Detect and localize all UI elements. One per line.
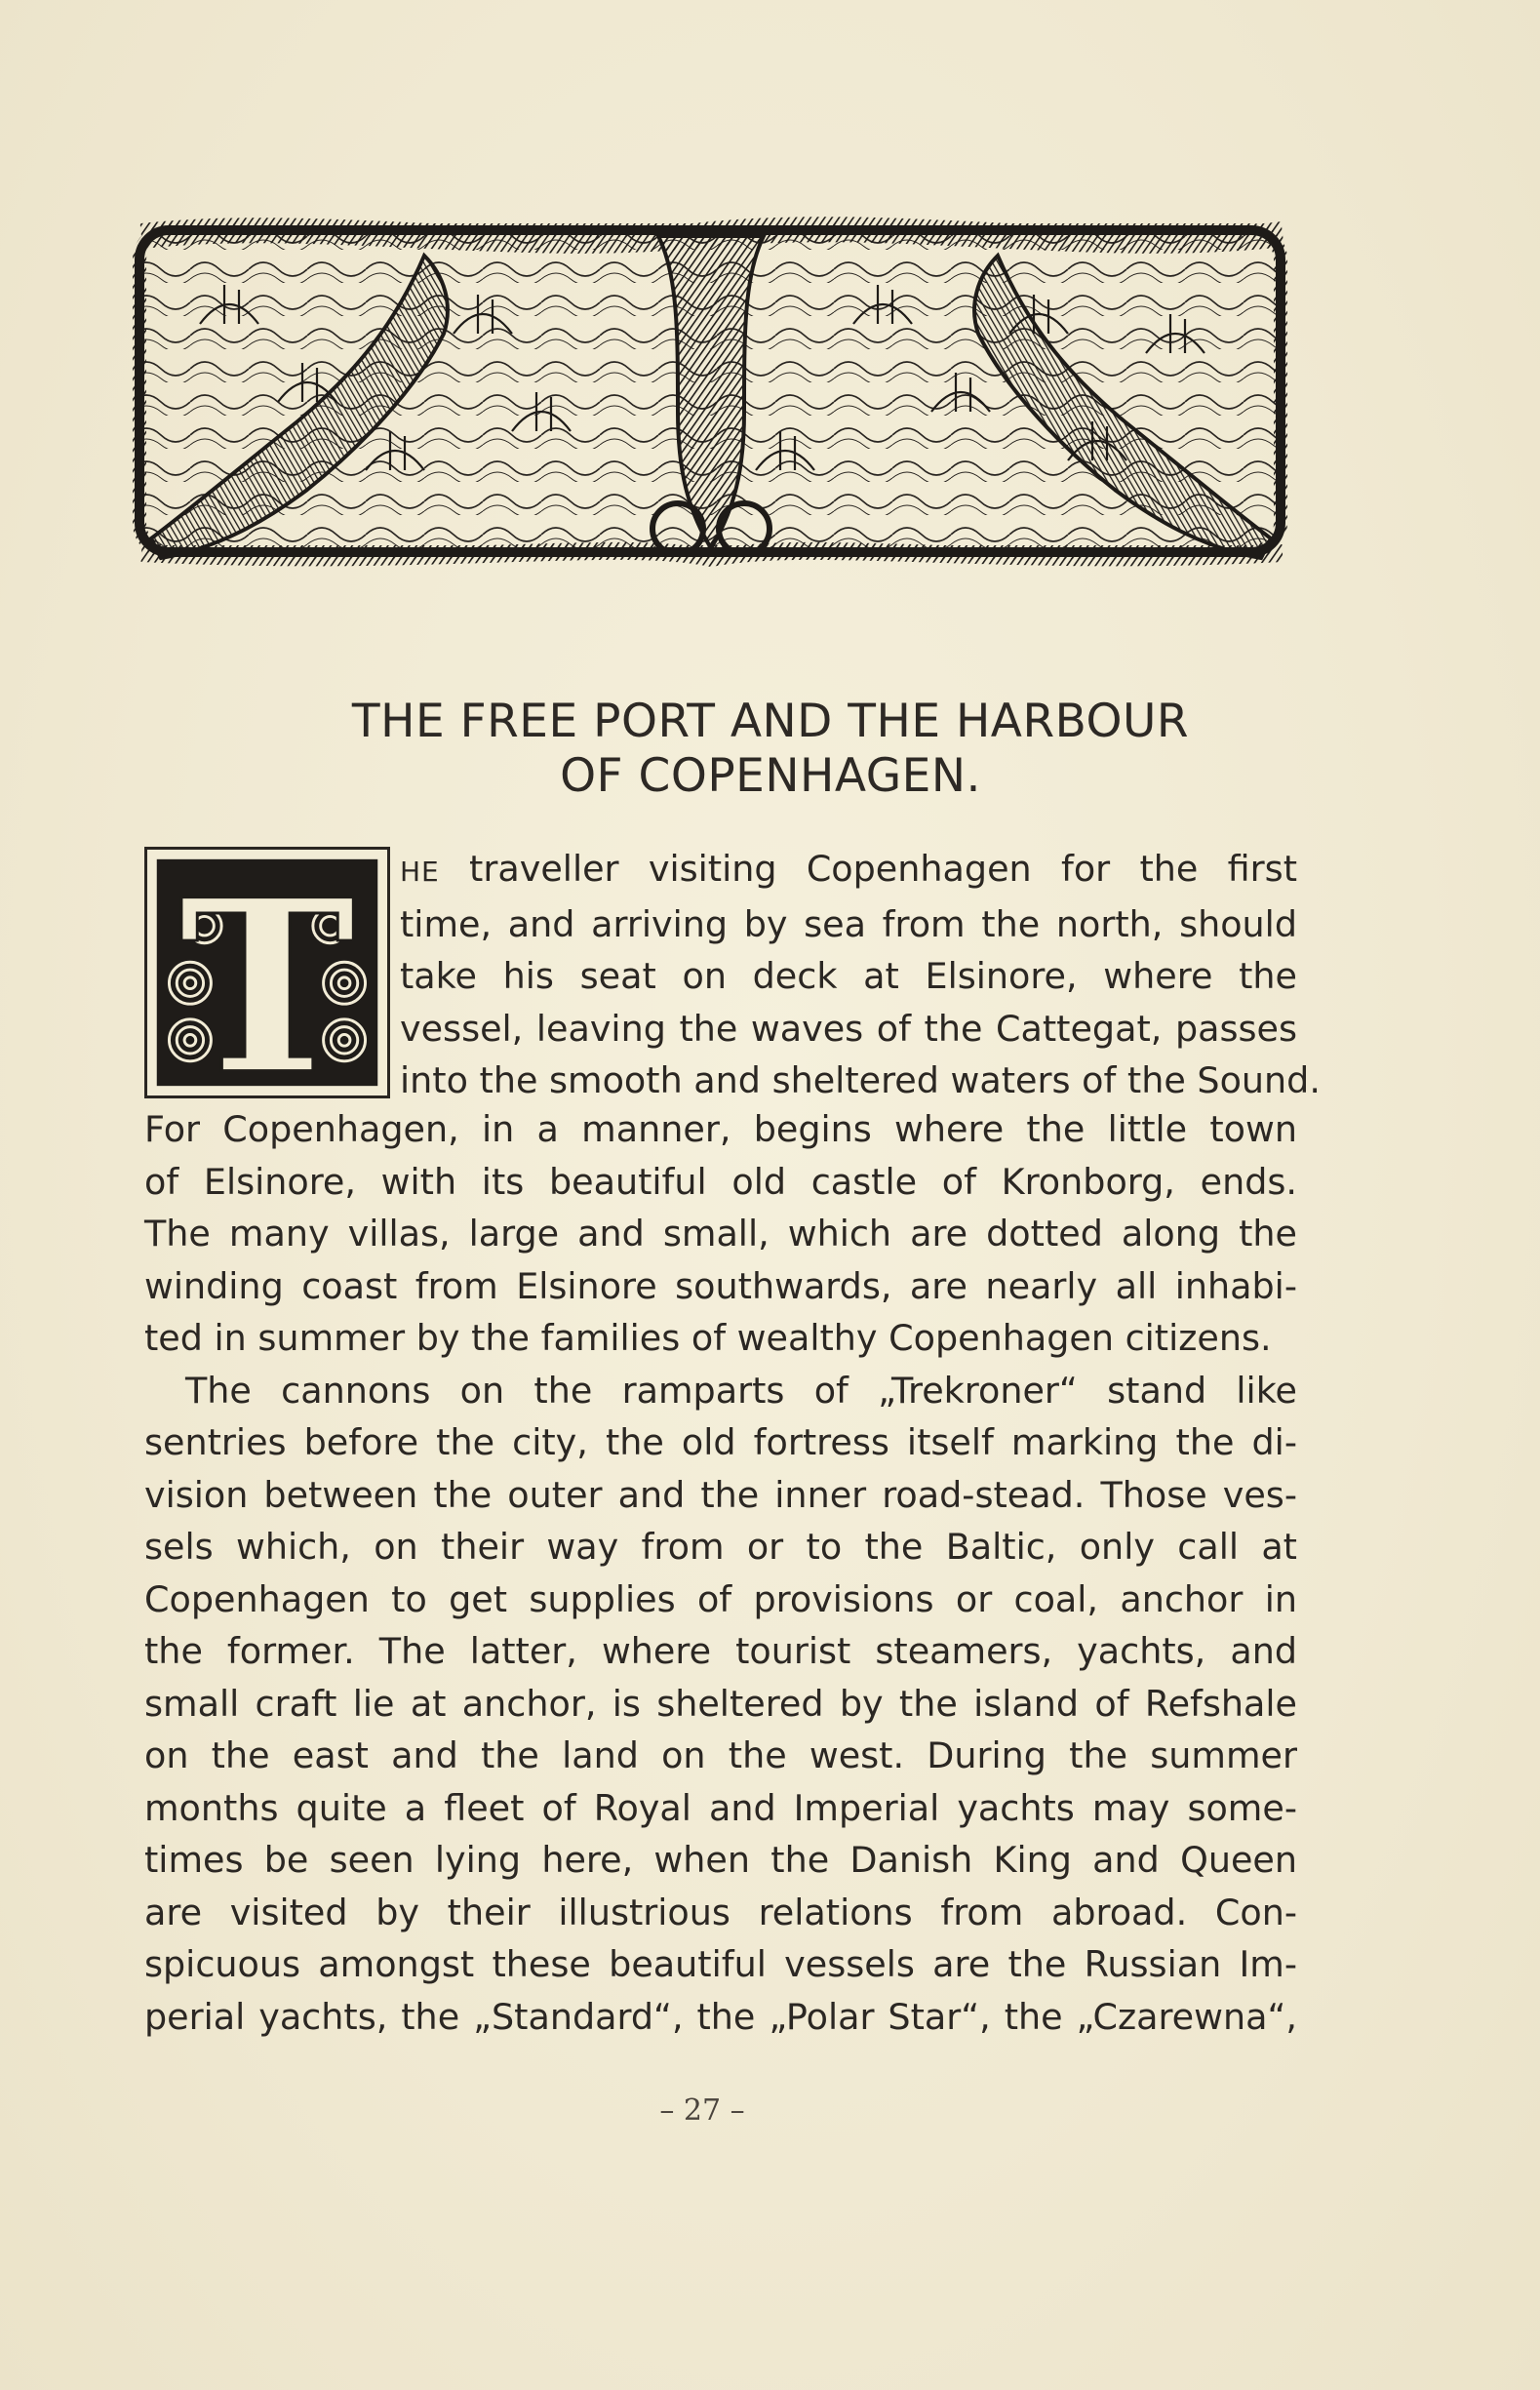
drop-cap-letter: T [178, 850, 356, 1095]
opening-line-1: HE traveller visiting Copenhagen for the first [400, 848, 1297, 890]
text-line: small craft lie at anchor, is sheltered by the island of Refshale [144, 1682, 1297, 1725]
text-line: months quite a fleet of Royal and Imperial yachts may some- [144, 1786, 1297, 1829]
opening-lines [400, 843, 1321, 1107]
page-number: – 27 – [659, 2093, 745, 2128]
opening-line-4: vessel, leaving the waves of the Cattegat, passes [400, 1007, 1297, 1050]
chapter-title [146, 695, 1395, 804]
text-line: vision between the outer and the inner road-stead. Those ves- [144, 1473, 1297, 1516]
text-line: on the east and the land on the west. During the summer [144, 1734, 1297, 1776]
drop-cap-ornament [147, 850, 387, 1095]
text-line: The cannons on the ramparts of „Trekroner“ stand like [185, 1369, 1297, 1412]
opening-line-3: take his seat on deck at Elsinore, where the [400, 955, 1297, 997]
chapter-title-line-2: OF COPENHAGEN. [560, 749, 981, 803]
text-line: winding coast from Elsinore southwards, are nearly all inhabi- [144, 1264, 1297, 1307]
text-line: perial yachts, the „Standard“, the „Polar Star“, the „Czarewna“, [144, 1995, 1297, 2038]
drop-cap-continuation: HE [400, 856, 440, 888]
text-line: ted in summer by the families of wealthy Copenhagen citizens. [144, 1317, 1272, 1359]
text-line: sentries before the city, the old fortress itself marking the di- [144, 1421, 1297, 1463]
ornamental-header-illustration [132, 217, 1290, 578]
header-ornament-drawing [132, 217, 1290, 578]
text-line: For Copenhagen, in a manner, begins where the little town [144, 1108, 1297, 1150]
text-line: sels which, on their way from or to the Baltic, only call at [144, 1526, 1297, 1568]
text-line: times be seen lying here, when the Danish King and Queen [144, 1839, 1297, 1881]
opening-line-2: time, and arriving by sea from the north, should [400, 902, 1297, 945]
text-line: of Elsinore, with its beautiful old castle of Kronborg, ends. [144, 1160, 1297, 1203]
text-line: Copenhagen to get supplies of provisions or coal, anchor in [144, 1577, 1297, 1620]
text-line: are visited by their illustrious relations from abroad. Con- [144, 1891, 1297, 1933]
text-line: spicuous amongst these beautiful vessels are the Russian Im- [144, 1943, 1297, 1985]
body-text [144, 1103, 1297, 2043]
drop-cap [144, 847, 390, 1098]
text-line: The many villas, large and small, which are dotted along the [144, 1213, 1297, 1255]
chapter-title-line-1: THE FREE PORT AND THE HARBOUR [351, 695, 1190, 748]
opening-line-5: into the smooth and sheltered waters of the Sound. [400, 1059, 1321, 1101]
text-line: the former. The latter, where tourist steamers, yachts, and [144, 1630, 1297, 1672]
